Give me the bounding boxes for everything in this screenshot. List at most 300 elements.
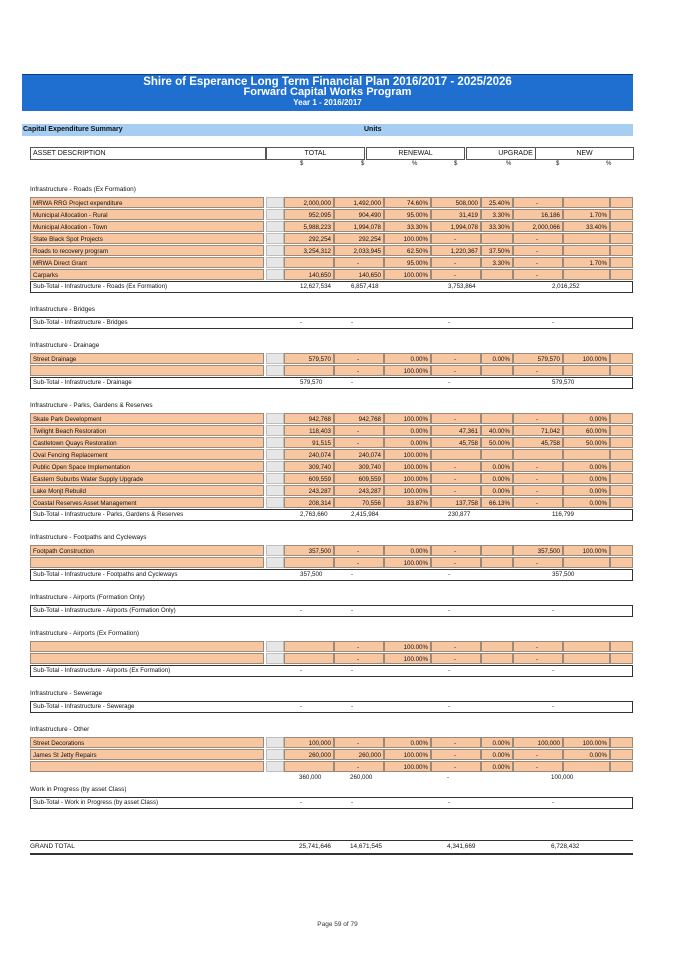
subtotal-label: Sub-Total - Infrastructure - Bridges — [33, 319, 128, 326]
row-value — [610, 269, 633, 280]
spacer-cell — [266, 257, 284, 268]
row-value: 240,074 — [334, 449, 384, 460]
grand-total-new: 6,728,432 — [551, 843, 580, 850]
table-row — [30, 461, 633, 473]
row-description: MRWA RRG Project expenditure — [30, 197, 264, 208]
row-value — [610, 437, 633, 448]
header-total: TOTAL — [266, 147, 365, 160]
row-value — [481, 269, 513, 280]
row-value: 0.00% — [481, 749, 513, 760]
section-title: Infrastructure - Other — [30, 726, 90, 733]
table-row — [30, 353, 633, 365]
header-upgrade: UPGRADE — [466, 147, 565, 160]
report-title: Shire of Esperance Long Term Financial Plan 2016/2017 - 2025/2026 — [143, 76, 512, 88]
row-value — [284, 257, 334, 268]
subtotal-value: 2,415,984 — [351, 511, 379, 518]
table-row — [30, 437, 633, 449]
subtotal-label: Sub-Total - Infrastructure - Roads (Ex Formation) — [33, 283, 168, 290]
row-value: - — [334, 437, 384, 448]
spacer-cell — [266, 473, 284, 484]
grand-total-total: 25,741,646 — [299, 843, 331, 850]
row-value: 3.30% — [481, 209, 513, 220]
row-value — [610, 233, 633, 244]
row-description — [30, 761, 264, 772]
row-description — [30, 365, 264, 376]
row-value: 100.00% — [563, 737, 610, 748]
subtotal-value: - — [448, 703, 451, 710]
row-value: - — [513, 233, 563, 244]
subtotal-label: Sub-Total - Infrastructure - Drainage — [33, 379, 132, 386]
row-value — [481, 365, 513, 376]
grand-total-label: GRAND TOTAL — [30, 843, 75, 850]
section-title: Infrastructure - Footpaths and Cycleways — [30, 534, 147, 541]
spacer-cell — [266, 197, 284, 208]
subtotal-value: 3,753,864 — [448, 283, 476, 290]
row-value: 260,000 — [334, 749, 384, 760]
row-description: MRWA Direct Grant — [30, 257, 264, 268]
row-value: 33.87% — [384, 497, 431, 508]
row-value — [610, 197, 633, 208]
row-description — [30, 557, 264, 568]
page-number: Page 59 of 79 — [317, 921, 358, 928]
unit-label: % — [412, 161, 418, 167]
units-label: Units — [364, 126, 382, 133]
row-value: - — [334, 761, 384, 772]
row-value: 66.13% — [481, 497, 513, 508]
subtotal-row — [30, 665, 633, 677]
table-row — [30, 425, 633, 437]
row-value: 50.00% — [563, 437, 610, 448]
row-value — [284, 641, 334, 652]
spacer-cell — [266, 461, 284, 472]
row-value: 609,559 — [334, 473, 384, 484]
row-value: 260,000 — [284, 749, 334, 760]
spacer-cell — [266, 365, 284, 376]
table-row — [30, 365, 633, 377]
row-value — [610, 557, 633, 568]
row-value: 100.00% — [384, 557, 431, 568]
subtotal-row — [30, 281, 633, 293]
subtotal-value: - — [351, 799, 354, 806]
subtotal-value: - — [300, 799, 303, 806]
row-value: 0.00% — [563, 413, 610, 424]
section-title: Infrastructure - Parks, Gardens & Reserves — [30, 402, 153, 409]
row-value: 25.40% — [481, 197, 513, 208]
unit-label: % — [506, 161, 512, 167]
row-value: 100.00% — [384, 653, 431, 664]
row-value — [563, 197, 610, 208]
row-value: 2,033,945 — [334, 245, 384, 256]
row-value: - — [334, 737, 384, 748]
subtotal-value: - — [552, 319, 555, 326]
row-value: - — [513, 257, 563, 268]
subtotal-value: 579,570 — [552, 379, 575, 386]
subtotal-value: - — [300, 667, 303, 674]
row-value: - — [513, 497, 563, 508]
subtotal-row — [30, 701, 633, 713]
row-value: 140,650 — [334, 269, 384, 280]
row-value — [610, 449, 633, 460]
row-value — [481, 233, 513, 244]
row-value: 0.00% — [481, 353, 513, 364]
header-renewal: RENEWAL — [366, 147, 465, 160]
section-title: Infrastructure - Airports (Ex Formation) — [30, 630, 140, 637]
subtotal-row — [30, 797, 633, 809]
row-value: 33.40% — [563, 221, 610, 232]
row-value: 0.00% — [563, 485, 610, 496]
subtotal-value: - — [351, 571, 354, 578]
row-value — [284, 653, 334, 664]
row-value: 100.00% — [384, 461, 431, 472]
subtotal-value: - — [351, 667, 354, 674]
table-row — [30, 245, 633, 257]
row-value: 208,314 — [284, 497, 334, 508]
spacer-cell — [266, 749, 284, 760]
table-row — [30, 641, 633, 653]
table-row — [30, 233, 633, 245]
row-value: - — [513, 761, 563, 772]
row-value: 0.00% — [384, 437, 431, 448]
row-value: 100,000 — [284, 737, 334, 748]
row-value: 100.00% — [384, 449, 431, 460]
section-title: Infrastructure - Roads (Ex Formation) — [30, 186, 136, 193]
subtotal-value: - — [351, 607, 354, 614]
total-row — [30, 773, 633, 783]
subtotal-value: 357,500 — [300, 571, 323, 578]
subtotal-value: 357,500 — [552, 571, 575, 578]
row-description: Carparks — [30, 269, 264, 280]
spacer-cell — [266, 485, 284, 496]
table-row — [30, 257, 633, 269]
subtotal-value: - — [448, 667, 451, 674]
spacer-cell — [266, 497, 284, 508]
row-value: - — [431, 641, 481, 652]
spacer-cell — [266, 413, 284, 424]
row-value: 91,515 — [284, 437, 334, 448]
row-value: 100.00% — [384, 485, 431, 496]
row-value — [481, 641, 513, 652]
row-value: 100.00% — [384, 233, 431, 244]
subtotal-value: 230,877 — [448, 511, 471, 518]
row-value: 357,500 — [513, 545, 563, 556]
row-value: - — [513, 557, 563, 568]
section-title: Work in Progress (by asset Class) — [30, 786, 127, 793]
row-value: 0.00% — [384, 737, 431, 748]
subtotal-row — [30, 317, 633, 329]
row-value: - — [431, 413, 481, 424]
row-value: - — [334, 641, 384, 652]
row-value — [563, 365, 610, 376]
grand-total-renewal: 14,671,545 — [350, 843, 382, 850]
row-value: 942,768 — [284, 413, 334, 424]
row-value — [610, 353, 633, 364]
row-value — [610, 209, 633, 220]
subtotal-label: Sub-Total - Infrastructure - Sewerage — [33, 703, 135, 710]
row-value: - — [431, 365, 481, 376]
spacer-cell — [266, 245, 284, 256]
row-value: - — [431, 269, 481, 280]
row-value: 1.70% — [563, 257, 610, 268]
spacer-cell — [266, 221, 284, 232]
row-value: 243,287 — [334, 485, 384, 496]
subtotal-value: 579,570 — [300, 379, 323, 386]
subtotal-value: - — [447, 774, 450, 781]
row-value: 579,570 — [284, 353, 334, 364]
row-value: 95.00% — [384, 209, 431, 220]
row-value: 100.00% — [384, 749, 431, 760]
row-value: 33.30% — [384, 221, 431, 232]
row-value — [610, 257, 633, 268]
subtotal-row — [30, 377, 633, 389]
row-value: 100.00% — [384, 413, 431, 424]
row-value: - — [431, 545, 481, 556]
row-value: 16,186 — [513, 209, 563, 220]
row-value — [610, 425, 633, 436]
section-title: Infrastructure - Airports (Formation Only) — [30, 594, 145, 601]
subtotal-row — [30, 569, 633, 581]
row-value — [481, 413, 513, 424]
row-value: - — [431, 461, 481, 472]
row-value: 31,419 — [431, 209, 481, 220]
spacer-cell — [266, 353, 284, 364]
unit-label: % — [606, 161, 612, 167]
row-value: - — [513, 197, 563, 208]
table-row — [30, 749, 633, 761]
row-value — [610, 653, 633, 664]
row-value: - — [431, 737, 481, 748]
row-value: - — [513, 485, 563, 496]
row-value: - — [513, 413, 563, 424]
row-description: Oval Fencing Replacement — [30, 449, 264, 460]
section-title: Infrastructure - Drainage — [30, 342, 100, 349]
subtotal-label: Sub-Total - Work in Progress (by asset Class) — [33, 799, 159, 806]
table-row — [30, 557, 633, 569]
table-row — [30, 197, 633, 209]
row-value: 2,000,000 — [284, 197, 334, 208]
subtotal-value: 2,763,660 — [300, 511, 328, 518]
column-header — [30, 147, 633, 160]
subtotal-value: - — [448, 799, 451, 806]
row-description: Castletown Quays Restoration — [30, 437, 264, 448]
row-value: 1,492,000 — [334, 197, 384, 208]
row-value: - — [513, 245, 563, 256]
subtotal-value: - — [351, 319, 354, 326]
row-value: 0.00% — [481, 473, 513, 484]
row-value: 0.00% — [384, 545, 431, 556]
row-description: Eastern Suburbs Water Supply Upgrade — [30, 473, 264, 484]
row-value: 942,768 — [334, 413, 384, 424]
row-value: - — [431, 761, 481, 772]
subtotal-value: - — [351, 703, 354, 710]
row-value — [284, 761, 334, 772]
report-year: Year 1 - 2016/2017 — [293, 98, 362, 107]
row-value — [563, 761, 610, 772]
row-value: 3.30% — [481, 257, 513, 268]
table-row — [30, 413, 633, 425]
unit-label: $ — [300, 161, 304, 167]
row-value — [610, 485, 633, 496]
row-value — [481, 545, 513, 556]
row-description: James St Jetty Repairs — [30, 749, 264, 760]
spacer-cell — [266, 557, 284, 568]
subtotal-value: - — [552, 703, 555, 710]
row-value: 0.00% — [481, 761, 513, 772]
table-row — [30, 221, 633, 233]
row-value: - — [513, 653, 563, 664]
table-row — [30, 761, 633, 773]
row-value — [610, 461, 633, 472]
subtotal-label: Sub-Total - Infrastructure - Airports (Formation Only) — [33, 607, 176, 614]
row-value: 33.30% — [481, 221, 513, 232]
unit-label: $ — [361, 161, 365, 167]
row-description — [30, 641, 264, 652]
row-value: - — [334, 425, 384, 436]
row-value — [284, 557, 334, 568]
row-description: Skate Park Development — [30, 413, 264, 424]
row-value: 0.00% — [481, 485, 513, 496]
row-value: 357,500 — [284, 545, 334, 556]
row-value — [563, 449, 610, 460]
subtotal-value: - — [300, 607, 303, 614]
spacer-cell — [266, 269, 284, 280]
subtotal-value: 2,016,252 — [552, 283, 580, 290]
row-value: 100.00% — [384, 473, 431, 484]
section-title: Infrastructure - Sewerage — [30, 690, 103, 697]
row-value: 243,287 — [284, 485, 334, 496]
row-value: 508,000 — [431, 197, 481, 208]
row-value: 100,000 — [513, 737, 563, 748]
report-banner — [22, 74, 633, 111]
report-subtitle: Forward Capital Works Program — [243, 86, 412, 98]
row-value: 45,758 — [431, 437, 481, 448]
spacer-cell — [266, 653, 284, 664]
row-value — [610, 221, 633, 232]
row-value: 100.00% — [384, 365, 431, 376]
subtotal-value: - — [351, 379, 354, 386]
row-value: 292,254 — [334, 233, 384, 244]
row-value: 118,403 — [284, 425, 334, 436]
row-value: 45,758 — [513, 437, 563, 448]
spacer-cell — [266, 233, 284, 244]
row-value — [563, 641, 610, 652]
row-value: 0.00% — [563, 461, 610, 472]
spacer-cell — [266, 761, 284, 772]
grand-total-row — [30, 840, 633, 855]
row-value: - — [513, 269, 563, 280]
row-value: 60.00% — [563, 425, 610, 436]
row-description: Lake Monjt Rebuild — [30, 485, 264, 496]
table-row — [30, 653, 633, 665]
row-value — [610, 497, 633, 508]
table-row — [30, 737, 633, 749]
row-value: 3,254,312 — [284, 245, 334, 256]
row-value: 0.00% — [563, 497, 610, 508]
row-value: - — [334, 557, 384, 568]
row-value — [563, 245, 610, 256]
subtotal-value: - — [552, 667, 555, 674]
row-value — [563, 269, 610, 280]
row-value — [481, 653, 513, 664]
row-value — [610, 545, 633, 556]
row-description: State Black Spot Projects — [30, 233, 264, 244]
row-value: 70,556 — [334, 497, 384, 508]
summary-label: Capital Expenditure Summary — [23, 126, 123, 133]
subtotal-value: 116,799 — [552, 511, 574, 518]
row-value: 137,758 — [431, 497, 481, 508]
table-row — [30, 485, 633, 497]
spacer-cell — [266, 437, 284, 448]
header-asset: ASSET DESCRIPTION — [30, 147, 266, 160]
subtotal-label: Sub-Total - Infrastructure - Footpaths and Cycleways — [33, 571, 178, 578]
row-value: - — [513, 473, 563, 484]
row-value: 0.00% — [563, 473, 610, 484]
row-value: - — [513, 641, 563, 652]
row-value: - — [431, 353, 481, 364]
table-row — [30, 269, 633, 281]
row-value: - — [431, 485, 481, 496]
row-value: - — [513, 365, 563, 376]
row-value — [610, 641, 633, 652]
row-value: - — [513, 749, 563, 760]
table-row — [30, 545, 633, 557]
row-value — [610, 245, 633, 256]
row-value: 0.00% — [563, 749, 610, 760]
row-value: - — [431, 749, 481, 760]
row-description: Municipal Allocation - Town — [30, 221, 264, 232]
row-value — [563, 233, 610, 244]
row-value: - — [431, 233, 481, 244]
row-value: 0.00% — [481, 461, 513, 472]
subtotal-value: - — [448, 319, 451, 326]
table-row — [30, 473, 633, 485]
row-value — [431, 449, 481, 460]
row-value: 609,559 — [284, 473, 334, 484]
unit-label: $ — [556, 161, 560, 167]
row-value — [610, 749, 633, 760]
row-value — [610, 737, 633, 748]
row-value — [610, 473, 633, 484]
row-value: 1.70% — [563, 209, 610, 220]
subtotal-row — [30, 605, 633, 617]
row-value: 100.00% — [384, 269, 431, 280]
spacer-cell — [266, 737, 284, 748]
row-description: Public Open Space Implementation — [30, 461, 264, 472]
row-value — [563, 653, 610, 664]
row-value — [481, 449, 513, 460]
row-description: Street Decorations — [30, 737, 264, 748]
row-value: 904,490 — [334, 209, 384, 220]
subtotal-value: - — [448, 379, 451, 386]
spacer-cell — [266, 425, 284, 436]
header-new: NEW — [535, 147, 634, 160]
row-value: 292,254 — [284, 233, 334, 244]
row-value: - — [431, 557, 481, 568]
row-value: 1,994,078 — [431, 221, 481, 232]
subtotal-value: 360,000 — [299, 774, 322, 781]
row-value: - — [431, 653, 481, 664]
row-value — [563, 557, 610, 568]
table-row — [30, 209, 633, 221]
row-value — [610, 365, 633, 376]
subtotal-value: - — [552, 799, 555, 806]
row-value: 579,570 — [513, 353, 563, 364]
row-value — [610, 413, 633, 424]
row-value — [513, 449, 563, 460]
subtotal-value: 260,000 — [350, 774, 373, 781]
subtotal-value: - — [300, 703, 303, 710]
row-value: - — [513, 461, 563, 472]
row-value: 309,740 — [284, 461, 334, 472]
